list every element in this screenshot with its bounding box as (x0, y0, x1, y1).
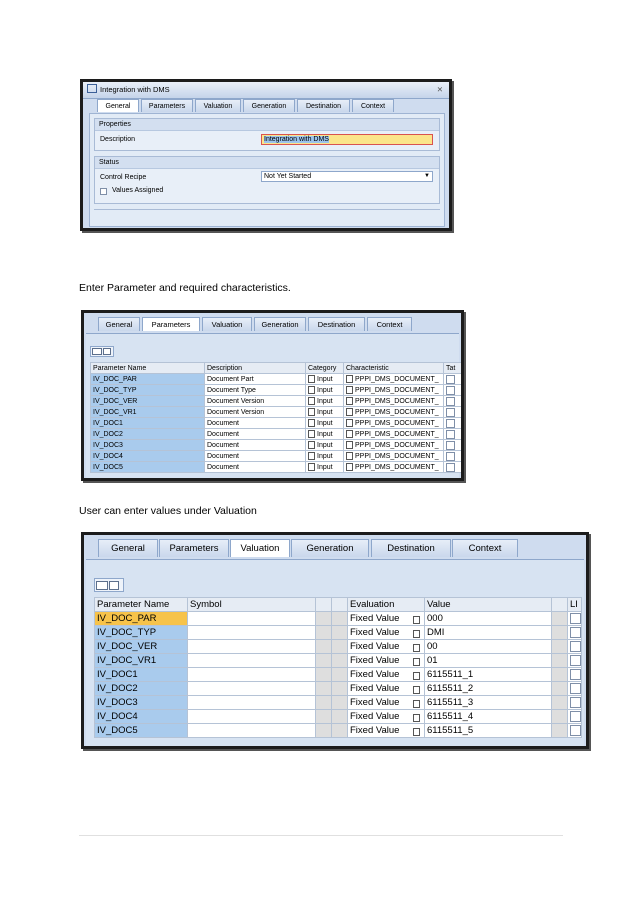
document-icon (308, 408, 315, 416)
cell-text: IV_DOC2 (93, 430, 123, 438)
symbol-cell[interactable] (188, 654, 316, 668)
value-cell[interactable]: 00 (425, 640, 552, 654)
cell-text: Document (207, 452, 239, 460)
document-icon (346, 441, 353, 449)
column-header[interactable]: Parameter Name (91, 363, 205, 374)
row-checkbox[interactable] (446, 430, 455, 439)
category-cell[interactable] (306, 385, 344, 396)
collapsed-section (94, 209, 440, 222)
tat-cell (444, 440, 462, 451)
close-icon[interactable]: ✕ (436, 85, 443, 94)
table-row[interactable] (91, 418, 462, 429)
row-checkbox[interactable] (446, 463, 455, 472)
cell-text: PPPI_DMS_DOCUMENT_ (355, 441, 439, 449)
table-row[interactable] (95, 626, 582, 640)
evaluation-text: Fixed Value (350, 711, 400, 722)
document-icon (413, 728, 420, 736)
document-icon (346, 452, 353, 460)
row-checkbox[interactable] (446, 408, 455, 417)
evaluation-cell[interactable] (348, 640, 425, 654)
characteristic-cell[interactable] (344, 451, 444, 462)
tat-cell (444, 396, 462, 407)
tab-general[interactable]: General (98, 539, 158, 557)
description-cell[interactable] (205, 462, 306, 473)
table-row[interactable] (91, 429, 462, 440)
evaluation-text: Fixed Value (350, 669, 400, 680)
parameter-name-cell[interactable]: IV_DOC1 (95, 668, 188, 682)
value-cell[interactable]: 01 (425, 654, 552, 668)
value-help-button[interactable] (552, 724, 568, 738)
li-cell (568, 724, 582, 738)
row-checkbox[interactable] (570, 711, 581, 722)
cell-text: IV_DOC1 (93, 419, 123, 427)
column-header[interactable]: Tat (444, 363, 462, 374)
cell-text: Document (207, 463, 239, 471)
document-icon (413, 644, 420, 652)
table-row[interactable] (91, 374, 462, 385)
column-header[interactable]: Description (205, 363, 306, 374)
cell-text: PPPI_DMS_DOCUMENT_ (355, 419, 439, 427)
symbol-option-button[interactable] (332, 696, 348, 710)
document-icon (413, 686, 420, 694)
value-cell[interactable]: 6115511_1 (425, 668, 552, 682)
table-row[interactable] (91, 396, 462, 407)
row-checkbox[interactable] (570, 697, 581, 708)
cell-text: Document (207, 441, 239, 449)
description-cell[interactable] (205, 385, 306, 396)
li-cell (568, 612, 582, 626)
document-icon (413, 700, 420, 708)
symbol-option-button[interactable] (332, 626, 348, 640)
cell-text: IV_DOC3 (93, 441, 123, 449)
parameters-panel (86, 333, 459, 479)
symbol-cell[interactable] (188, 668, 316, 682)
control-recipe-label: Control Recipe (100, 174, 147, 181)
cell-text: Document Version (207, 397, 265, 405)
cell-text: PPPI_DMS_DOCUMENT_ (355, 408, 439, 416)
evaluation-cell[interactable] (348, 612, 425, 626)
cell-text: PPPI_DMS_DOCUMENT_ (355, 463, 439, 471)
cell-text: Input (317, 430, 333, 438)
cell-text: Input (317, 452, 333, 460)
tab-valuation[interactable]: Valuation (230, 539, 290, 557)
characteristic-cell[interactable] (344, 374, 444, 385)
tab-context[interactable]: Context (452, 539, 518, 557)
characteristic-cell[interactable] (344, 407, 444, 418)
description-cell[interactable] (205, 396, 306, 407)
symbol-option-button[interactable] (332, 710, 348, 724)
description-cell[interactable] (205, 407, 306, 418)
parameter-name-cell[interactable] (91, 418, 205, 429)
valuation-panel (86, 559, 584, 748)
symbol-option-button[interactable] (332, 668, 348, 682)
category-cell[interactable] (306, 396, 344, 407)
parameter-name-cell[interactable]: IV_DOC5 (95, 724, 188, 738)
window-titlebar (83, 82, 449, 99)
tab-strip (84, 317, 461, 333)
table-row[interactable] (95, 696, 582, 710)
parameter-name-cell[interactable] (91, 385, 205, 396)
li-cell (568, 668, 582, 682)
parameter-name-cell[interactable] (91, 462, 205, 473)
cell-text: Document (207, 430, 239, 438)
description-cell[interactable] (205, 451, 306, 462)
evaluation-cell[interactable] (348, 654, 425, 668)
row-checkbox[interactable] (570, 725, 581, 736)
document-icon (346, 397, 353, 405)
evaluation-cell[interactable] (348, 696, 425, 710)
evaluation-text: Fixed Value (350, 683, 400, 694)
evaluation-text: Fixed Value (350, 655, 400, 666)
tab-general[interactable]: General (98, 317, 140, 331)
tab-destination[interactable]: Destination (297, 99, 350, 112)
evaluation-text: Fixed Value (350, 627, 400, 638)
values-assigned-label: Values Assigned (112, 187, 164, 194)
window-icon (87, 84, 97, 93)
parameter-name-cell[interactable]: IV_DOC_TYP (95, 626, 188, 640)
document-icon (308, 386, 315, 394)
valuation-table (94, 597, 582, 738)
tab-general[interactable]: General (97, 99, 139, 112)
table-row[interactable] (95, 668, 582, 682)
characteristic-cell[interactable] (344, 385, 444, 396)
tab-valuation[interactable]: Valuation (195, 99, 241, 112)
cell-text: Input (317, 408, 333, 416)
caption-valuation: User can enter values under Valuation (79, 505, 257, 517)
symbol-help-button[interactable] (316, 612, 332, 626)
table-row[interactable] (95, 682, 582, 696)
description-cell[interactable] (205, 440, 306, 451)
characteristic-cell[interactable] (344, 418, 444, 429)
row-checkbox[interactable] (446, 375, 455, 384)
table-row[interactable] (95, 724, 582, 738)
chevron-down-icon[interactable]: ▼ (424, 173, 430, 179)
values-assigned-checkbox[interactable] (100, 188, 107, 195)
cell-text: PPPI_DMS_DOCUMENT_ (355, 430, 439, 438)
table-row[interactable] (91, 385, 462, 396)
value-help-button[interactable] (552, 640, 568, 654)
column-header[interactable]: Evaluation (348, 598, 425, 612)
symbol-help-button[interactable] (316, 654, 332, 668)
cell-text: Document (207, 419, 239, 427)
document-icon (413, 672, 420, 680)
li-cell (568, 682, 582, 696)
symbol-option-button[interactable] (332, 612, 348, 626)
document-icon (308, 452, 315, 460)
column-header[interactable]: LI (568, 598, 582, 612)
value-cell[interactable]: 6115511_5 (425, 724, 552, 738)
value-help-button[interactable] (552, 612, 568, 626)
tab-parameters[interactable]: Parameters (141, 99, 193, 112)
evaluation-text: Fixed Value (350, 697, 400, 708)
symbol-cell[interactable] (188, 612, 316, 626)
row-checkbox[interactable] (570, 613, 581, 624)
value-help-button[interactable] (552, 696, 568, 710)
evaluation-text: Fixed Value (350, 725, 400, 736)
evaluation-cell[interactable] (348, 668, 425, 682)
value-help-button[interactable] (552, 626, 568, 640)
document-icon (308, 463, 315, 471)
parameter-name-cell[interactable] (91, 429, 205, 440)
category-cell[interactable] (306, 440, 344, 451)
li-cell (568, 654, 582, 668)
document-icon (413, 714, 420, 722)
parameter-name-cell[interactable] (91, 440, 205, 451)
cell-text: IV_DOC_TYP (93, 386, 137, 394)
characteristic-cell[interactable] (344, 440, 444, 451)
cell-text: Document Version (207, 408, 265, 416)
integration-dms-window (80, 79, 452, 231)
document-icon (413, 658, 420, 666)
column-header[interactable]: Characteristic (344, 363, 444, 374)
column-header[interactable] (332, 598, 348, 612)
symbol-option-button[interactable] (332, 654, 348, 668)
parameter-name-cell[interactable] (91, 451, 205, 462)
parameter-name-cell[interactable] (91, 407, 205, 418)
tab-strip (83, 99, 449, 113)
table-settings-icon[interactable] (90, 346, 114, 357)
document-icon (346, 375, 353, 383)
cell-text: IV_DOC_PAR (93, 375, 137, 383)
cell-text: Input (317, 375, 333, 383)
value-cell[interactable]: 000 (425, 612, 552, 626)
symbol-help-button[interactable] (316, 668, 332, 682)
table-row[interactable] (91, 451, 462, 462)
value-help-button[interactable] (552, 668, 568, 682)
symbol-cell[interactable] (188, 710, 316, 724)
evaluation-cell[interactable] (348, 710, 425, 724)
symbol-help-button[interactable] (316, 682, 332, 696)
row-checkbox[interactable] (570, 641, 581, 652)
parameter-name-cell[interactable]: IV_DOC2 (95, 682, 188, 696)
symbol-cell[interactable] (188, 696, 316, 710)
document-icon (308, 430, 315, 438)
row-checkbox[interactable] (570, 627, 581, 638)
window-title: Integration with DMS (100, 85, 170, 94)
cell-text: IV_DOC4 (93, 452, 123, 460)
li-cell (568, 710, 582, 724)
characteristic-cell[interactable] (344, 429, 444, 440)
description-cell[interactable] (205, 429, 306, 440)
value-cell[interactable]: DMI (425, 626, 552, 640)
characteristic-cell[interactable] (344, 462, 444, 473)
li-cell (568, 626, 582, 640)
tab-context[interactable]: Context (367, 317, 412, 331)
column-header[interactable]: Value (425, 598, 552, 612)
category-cell[interactable] (306, 418, 344, 429)
row-checkbox[interactable] (446, 419, 455, 428)
column-header[interactable] (552, 598, 568, 612)
parameters-table (90, 362, 462, 473)
document-icon (413, 616, 420, 624)
tat-cell (444, 418, 462, 429)
document-icon (346, 419, 353, 427)
valuation-window (81, 532, 589, 749)
cell-text: Input (317, 441, 333, 449)
tat-cell (444, 429, 462, 440)
table-row[interactable] (95, 654, 582, 668)
symbol-help-button[interactable] (316, 626, 332, 640)
tab-destination[interactable]: Destination (371, 539, 451, 557)
row-checkbox[interactable] (570, 683, 581, 694)
caption-parameters: Enter Parameter and required characteristics. (79, 282, 291, 294)
page-divider (79, 835, 563, 836)
column-header[interactable] (316, 598, 332, 612)
description-cell[interactable] (205, 418, 306, 429)
cell-text: Input (317, 386, 333, 394)
parameter-name-cell[interactable] (91, 396, 205, 407)
description-value: Integration with DMS (264, 136, 329, 143)
description-field[interactable] (261, 134, 433, 145)
symbol-cell[interactable] (188, 640, 316, 654)
document-icon (308, 419, 315, 427)
parameter-name-cell[interactable]: IV_DOC3 (95, 696, 188, 710)
symbol-help-button[interactable] (316, 710, 332, 724)
tab-generation[interactable]: Generation (291, 539, 369, 557)
evaluation-text: Fixed Value (350, 613, 400, 624)
properties-group (94, 118, 440, 151)
value-cell[interactable]: 6115511_2 (425, 682, 552, 696)
value-cell[interactable]: 6115511_4 (425, 710, 552, 724)
cell-text: PPPI_DMS_DOCUMENT_ (355, 386, 439, 394)
control-recipe-select[interactable] (261, 171, 433, 182)
value-cell[interactable]: 6115511_3 (425, 696, 552, 710)
tab-parameters[interactable]: Parameters (142, 317, 200, 331)
cell-text: IV_DOC5 (93, 463, 123, 471)
cell-text: Input (317, 419, 333, 427)
tat-cell (444, 407, 462, 418)
table-row[interactable] (95, 640, 582, 654)
status-header: Status (95, 157, 439, 169)
evaluation-cell[interactable] (348, 724, 425, 738)
row-checkbox[interactable] (446, 397, 455, 406)
column-header[interactable]: Parameter Name (95, 598, 188, 612)
properties-header: Properties (95, 119, 439, 131)
symbol-option-button[interactable] (332, 724, 348, 738)
status-group (94, 156, 440, 204)
document-icon (346, 408, 353, 416)
parameter-name-cell[interactable]: IV_DOC4 (95, 710, 188, 724)
tat-cell (444, 385, 462, 396)
tab-parameters[interactable]: Parameters (159, 539, 229, 557)
cell-text: Document Type (207, 386, 256, 394)
tab-valuation[interactable]: Valuation (202, 317, 252, 331)
table-row[interactable] (91, 407, 462, 418)
description-label: Description (100, 136, 136, 143)
tab-destination[interactable]: Destination (308, 317, 365, 331)
cell-text: IV_DOC_VR1 (93, 408, 137, 416)
symbol-option-button[interactable] (332, 640, 348, 654)
symbol-help-button[interactable] (316, 640, 332, 654)
row-checkbox[interactable] (570, 669, 581, 680)
document-icon (346, 386, 353, 394)
li-cell (568, 640, 582, 654)
symbol-cell[interactable] (188, 724, 316, 738)
value-help-button[interactable] (552, 710, 568, 724)
table-row[interactable] (95, 710, 582, 724)
table-row[interactable] (91, 462, 462, 473)
row-checkbox[interactable] (446, 386, 455, 395)
row-checkbox[interactable] (446, 452, 455, 461)
category-cell[interactable] (306, 374, 344, 385)
cell-text: PPPI_DMS_DOCUMENT_ (355, 397, 439, 405)
category-cell[interactable] (306, 407, 344, 418)
parameter-name-cell[interactable]: IV_DOC_PAR (95, 612, 188, 626)
li-cell (568, 696, 582, 710)
control-recipe-value: Not Yet Started (264, 173, 312, 180)
document-icon (308, 441, 315, 449)
category-cell[interactable] (306, 429, 344, 440)
tab-context[interactable]: Context (352, 99, 394, 112)
table-row[interactable] (91, 440, 462, 451)
document-icon (413, 630, 420, 638)
table-settings-icon[interactable] (94, 578, 124, 592)
tat-cell (444, 462, 462, 473)
symbol-help-button[interactable] (316, 724, 332, 738)
tab-generation[interactable]: Generation (254, 317, 306, 331)
parameters-window (81, 310, 464, 481)
document-icon (308, 375, 315, 383)
document-icon (308, 397, 315, 405)
cell-text: IV_DOC_VER (93, 397, 138, 405)
tat-cell (444, 451, 462, 462)
row-checkbox[interactable] (446, 441, 455, 450)
document-icon (346, 430, 353, 438)
symbol-cell[interactable] (188, 626, 316, 640)
tab-strip (84, 539, 586, 559)
row-checkbox[interactable] (570, 655, 581, 666)
category-cell[interactable] (306, 462, 344, 473)
parameter-name-cell[interactable]: IV_DOC_VR1 (95, 654, 188, 668)
cell-text: PPPI_DMS_DOCUMENT_ (355, 375, 439, 383)
column-header[interactable]: Category (306, 363, 344, 374)
cell-text: Document Part (207, 375, 254, 383)
description-cell[interactable] (205, 374, 306, 385)
cell-text: Input (317, 397, 333, 405)
parameter-name-cell[interactable]: IV_DOC_VER (95, 640, 188, 654)
cell-text: PPPI_DMS_DOCUMENT_ (355, 452, 439, 460)
tab-generation[interactable]: Generation (243, 99, 295, 112)
parameter-name-cell[interactable] (91, 374, 205, 385)
evaluation-text: Fixed Value (350, 641, 400, 652)
evaluation-cell[interactable] (348, 682, 425, 696)
value-help-button[interactable] (552, 682, 568, 696)
evaluation-cell[interactable] (348, 626, 425, 640)
symbol-option-button[interactable] (332, 682, 348, 696)
general-panel (89, 113, 445, 227)
table-row[interactable] (95, 612, 582, 626)
characteristic-cell[interactable] (344, 396, 444, 407)
symbol-cell[interactable] (188, 682, 316, 696)
cell-text: Input (317, 463, 333, 471)
value-help-button[interactable] (552, 654, 568, 668)
tat-cell (444, 374, 462, 385)
column-header[interactable]: Symbol (188, 598, 316, 612)
symbol-help-button[interactable] (316, 696, 332, 710)
category-cell[interactable] (306, 451, 344, 462)
document-icon (346, 463, 353, 471)
